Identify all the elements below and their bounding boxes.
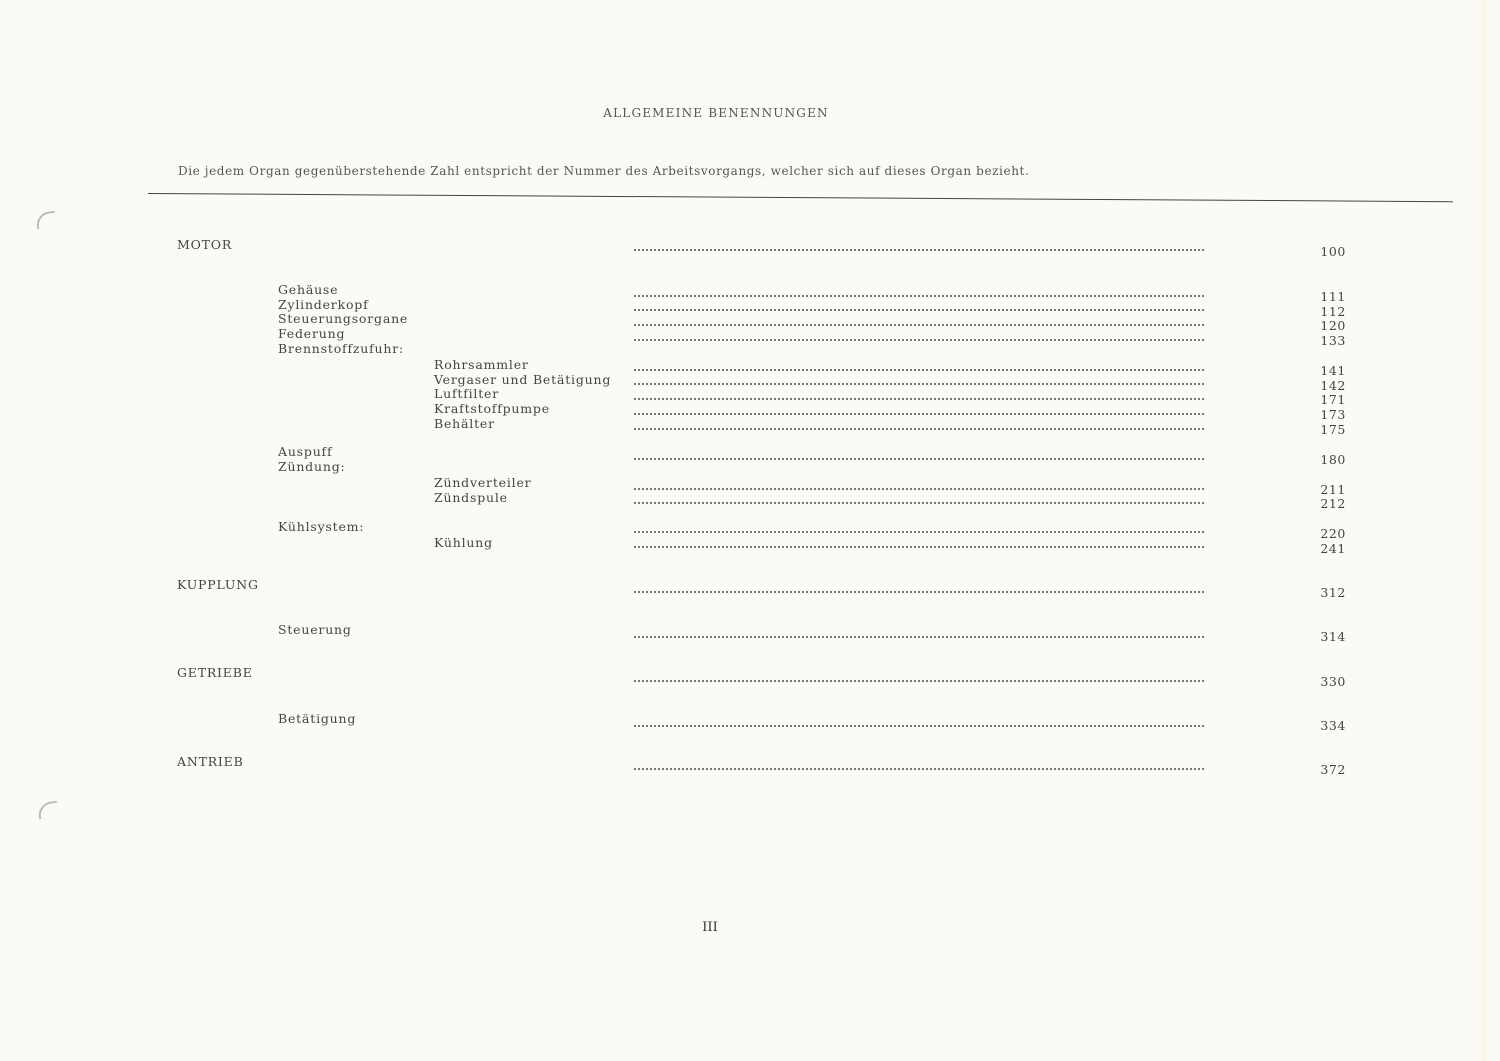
entry-number: 171 — [1320, 392, 1346, 407]
leader-dots — [634, 587, 1204, 593]
leader-dots — [634, 409, 1204, 415]
leader-dots — [634, 764, 1204, 770]
entry-label: Kraftstoffpumpe — [434, 401, 550, 416]
entry-label: Steuerungsorgane — [278, 311, 409, 326]
scan-mark-top — [35, 211, 57, 230]
leader-dots — [634, 305, 1204, 311]
entry-label: Vergaser und Betätigung — [434, 372, 612, 387]
leader-dots — [634, 632, 1204, 638]
entry-number: 211 — [1320, 482, 1346, 497]
entry-label: Zündspule — [434, 490, 508, 505]
entry-number: 220 — [1320, 526, 1346, 541]
leader-dots — [634, 484, 1204, 490]
entry-number: 133 — [1320, 333, 1346, 348]
entry-label-motor: MOTOR — [177, 237, 233, 252]
leader-dots — [634, 245, 1204, 251]
scan-mark-bottom — [37, 801, 59, 820]
entry-number: 312 — [1320, 585, 1346, 600]
entry-number: 173 — [1320, 407, 1346, 422]
leader-dots — [634, 379, 1204, 385]
entry-label: Behälter — [434, 416, 495, 431]
entry-label-getriebe: GETRIEBE — [177, 665, 253, 680]
entry-number: 330 — [1320, 674, 1346, 689]
entry-label: Rohrsammler — [434, 357, 529, 372]
entry-label: Kühlung — [434, 535, 493, 550]
entry-number: 112 — [1320, 304, 1346, 319]
leader-dots — [634, 542, 1204, 548]
entry-label: Zündverteiler — [434, 475, 532, 490]
entry-label: Federung — [278, 326, 346, 341]
entry-label-group: Kühlsystem: — [278, 519, 365, 534]
leader-dots — [634, 394, 1204, 400]
leader-dots — [634, 676, 1204, 682]
entry-number: 141 — [1320, 363, 1346, 378]
entry-number: 120 — [1320, 318, 1346, 333]
entry-label-group: Zündung: — [278, 459, 346, 474]
leader-dots — [634, 721, 1204, 727]
entry-label-antrieb: ANTRIEB — [177, 754, 244, 769]
leader-dots — [634, 291, 1204, 297]
leader-dots — [634, 424, 1204, 430]
leader-dots — [634, 498, 1204, 504]
entry-number: 111 — [1320, 289, 1346, 304]
entry-number: 372 — [1320, 762, 1346, 777]
entry-label-group: Brennstoffzufuhr: — [278, 341, 405, 356]
leader-dots — [634, 454, 1204, 460]
page-number: III — [702, 920, 718, 935]
entry-number: 314 — [1320, 629, 1346, 644]
entry-label: Auspuff — [278, 444, 333, 459]
leader-dots — [634, 365, 1204, 371]
header-rule — [148, 193, 1453, 202]
leader-dots — [634, 527, 1204, 533]
entry-label: Zylinderkopf — [278, 297, 369, 312]
entry-number: 212 — [1320, 496, 1346, 511]
entry-label-kupplung: KUPPLUNG — [177, 577, 259, 592]
entry-number: 142 — [1320, 378, 1346, 393]
entry-number: 241 — [1320, 541, 1346, 556]
entry-number: 100 — [1320, 244, 1346, 259]
leader-dots — [634, 320, 1204, 326]
intro-text: Die jedem Organ gegenüberstehende Zahl entspricht der Nummer des Arbeitsvorgangs, welcher sich auf dieses Organ bezieht. — [178, 164, 1030, 178]
entry-label: Steuerung — [278, 622, 352, 637]
entry-label: Betätigung — [278, 711, 357, 726]
entry-label: Luftfilter — [434, 386, 500, 401]
entry-number: 180 — [1320, 452, 1346, 467]
entry-number: 175 — [1320, 422, 1346, 437]
leader-dots — [634, 335, 1204, 341]
page-edge-shadow — [1480, 0, 1486, 1061]
entry-label: Gehäuse — [278, 282, 339, 297]
page-title: ALLGEMEINE BENENNUNGEN — [603, 106, 829, 120]
entry-number: 334 — [1320, 718, 1346, 733]
